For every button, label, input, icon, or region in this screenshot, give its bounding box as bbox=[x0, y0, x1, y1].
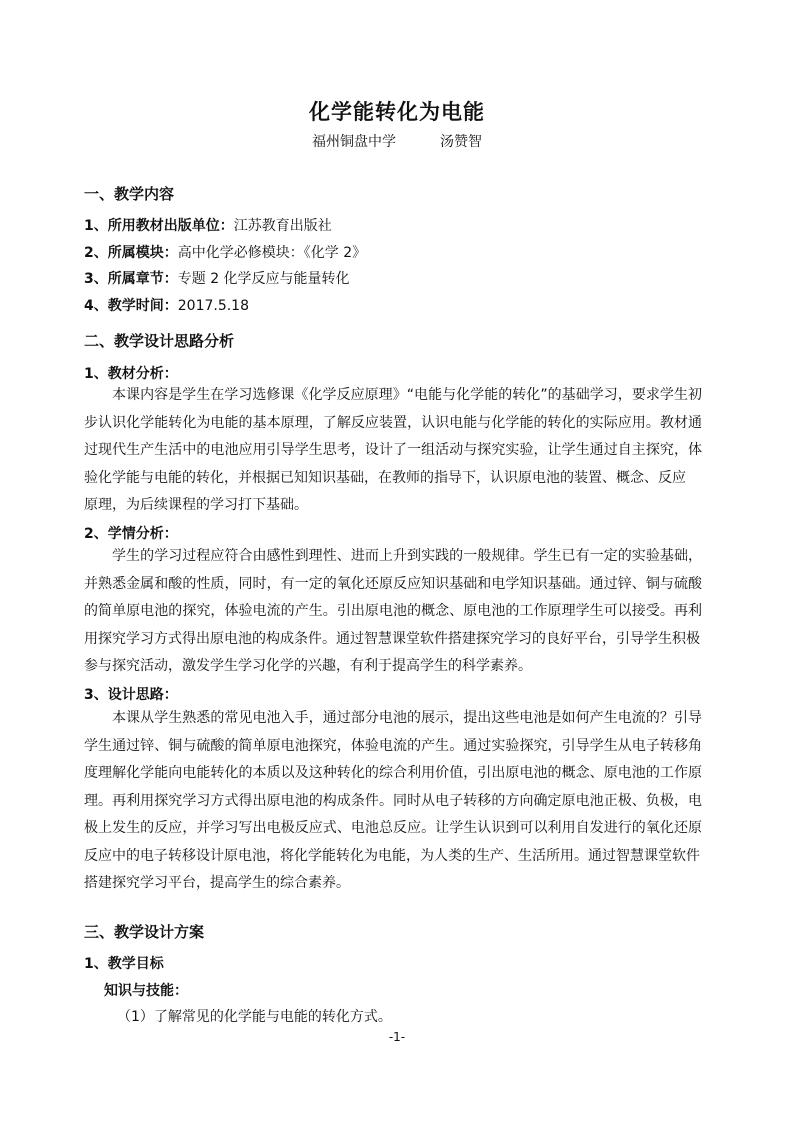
item-value: 高中化学必修模块：《化学 2》 bbox=[177, 245, 367, 261]
design-idea-body: 本课从学生熟悉的常见电池入手，通过部分电池的展示，提出这些电池是如何产生电流的？引导学生通过锌、铜与硫酸的简单原电池探究，体验电流的产生。通过实验探究，引导学生从电子转移角度理解化学能向电能转化的本质以及这种转化的综合利用价值，引出原电池的概念、原电池的工作原理。再利用探究学习方式得出原电池的构成条件。同时从电子转移的方向确定原电池正极、负极，电极上发生的反应，并学习写出电极反应式、电池总反应。让学生认识到可以利用自发进行的氧化还原反应中的电子转移设计原电池，将化学能转化为电能，为人类的生产、生活所用。通过智慧课堂软件 bbox=[84, 710, 702, 864]
document-title: 化学能转化为电能 bbox=[309, 100, 485, 124]
item-value: 江苏教育出版社 bbox=[233, 218, 332, 234]
textbook-analysis-tail: 原理，为后续课程的学习打下基础。 bbox=[84, 497, 308, 513]
school-name: 福州铜盘中学 bbox=[312, 134, 396, 150]
item-value: 2017.5.18 bbox=[177, 298, 250, 314]
page-number: -1- bbox=[388, 1030, 406, 1044]
student-analysis-body: 学生的学习过程应符合由感性到理性、进而上升到实践的一般规律。学生已有一定的实验基础，并熟悉金属和酸的性质，同时，有一定的氧化还原反应知识基础和电学知识基础。通过锌、铜与硫酸的简单原电池的探究，体验电流的产生。引出原电池的概念、原电池的工作原理学生可以接受。再利用探究学习方式得出原电池的构成条件。通过智慧课堂软件搭建探究学习的良好平台，引导学生积极 bbox=[84, 548, 702, 647]
section2-heading: 二、教学设计思路分析 bbox=[84, 332, 235, 350]
student-analysis-tail: 参与探究活动，激发学生学习化学的兴趣，有利于提高学生的科学素养。 bbox=[84, 658, 532, 674]
student-analysis-heading: 2、学情分析： bbox=[84, 526, 178, 542]
goal-item: （1）了解常见的化学能与电能的转化方式。 bbox=[117, 1009, 392, 1025]
item-label: 2、所属模块： bbox=[84, 245, 178, 261]
section3-heading: 三、教学设计方案 bbox=[84, 923, 205, 941]
content-item bbox=[84, 268, 350, 288]
item-label: 3、所属章节： bbox=[84, 271, 178, 287]
design-idea-heading: 3、设计思路： bbox=[84, 687, 178, 703]
author-name: 汤赞智 bbox=[440, 134, 482, 150]
content-item bbox=[84, 295, 249, 315]
author-line bbox=[0, 131, 794, 151]
content-item bbox=[84, 215, 332, 235]
textbook-analysis-body: 本课内容是学生在学习选修课《化学反应原理》“电能与化学能的转化”的基础学习，要求学生初步认识化学能转化为电能的基本原理，了解反应装置，认识电能与化学能的转化的实际应用。教材通过现代生产生活中的电池应用引导学生思考，设计了一组活动与探究实验，让学生通过自主探究，体验化学能与电能的转化，并根据已知知识基础，在教师的指导下，认识原电池的装置、概念、反应 bbox=[84, 387, 702, 486]
teaching-goal-heading: 1、教学目标 bbox=[84, 956, 164, 972]
content-item bbox=[84, 242, 366, 262]
knowledge-skills-heading: 知识与技能： bbox=[104, 983, 188, 999]
item-label: 4、教学时间： bbox=[84, 298, 178, 314]
design-idea-tail: 搭建探究学习平台，提高学生的综合素养。 bbox=[84, 875, 350, 891]
item-value: 专题 2 化学反应与能量转化 bbox=[177, 271, 350, 287]
textbook-analysis-heading: 1、教材分析： bbox=[84, 366, 178, 382]
item-label: 1、所用教材出版单位： bbox=[84, 218, 234, 234]
section1-heading: 一、教学内容 bbox=[84, 185, 175, 203]
